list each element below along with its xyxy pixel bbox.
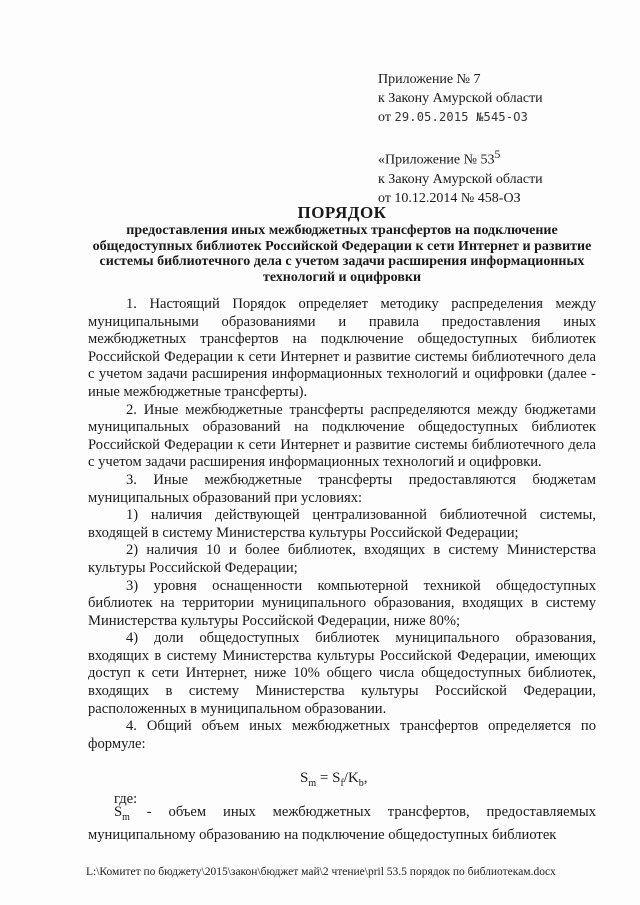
document-body xyxy=(88,296,596,753)
formula-rhs-sub: b xyxy=(358,778,364,789)
formula xyxy=(300,770,368,789)
prior-annex-title-main: «Приложение № 53 xyxy=(378,152,495,168)
paragraph-4: 4. Общий объем иных межбюджетных трансфертов определяется по формуле: xyxy=(88,718,596,752)
formula-eq: = S xyxy=(316,770,341,786)
footer-file-path: L:\Комитет по бюджету\2015\закон\бюджет май\2 чтение\pril 53.5 порядок по библиотекам.docx xyxy=(86,866,556,878)
annex-date-prefix: от xyxy=(378,110,391,125)
formula-divisor: /K xyxy=(343,770,359,786)
definition-symbol-sub: m xyxy=(122,811,130,823)
annex-law-ref: к Закону Амурской области xyxy=(378,91,543,106)
annex-date-number: 29.05.2015 №545-ОЗ xyxy=(394,110,529,124)
variable-definition xyxy=(88,804,596,844)
condition-3: 3) уровня оснащенности компьютерной техникой общедоступных библиотек на территории муниципального образования, входящих в систему Министерства культуры Российской Федерации, ниже 80%; xyxy=(88,577,596,629)
paragraph-1: 1. Настоящий Порядок определяет методику распределения между муниципальными образованиями и правила предоставления иных межбюджетных трансфертов на подключение общедоступных библиотек Российской Федерации к сети Интернет и развитие системы библиотечного дела с учетом задачи расширения информационных технологий и оцифровки (далее - иные межбюджетные трансферты). xyxy=(88,296,596,400)
prior-annex-law-ref: к Закону Амурской области xyxy=(378,171,543,187)
paragraph-2: 2. Иные межбюджетные трансферты распределяются между бюджетами муниципальных образований на подключение общедоступных библиотек Российской Федерации к сети Интернет и развитие системы библиотечного дела с учетом задачи расширения информационных технологий и оцифровки. xyxy=(88,401,596,471)
document-title-block xyxy=(88,203,596,285)
document-subtitle: предоставления иных межбюджетных трансфертов на подключение общедоступных библиотек Российской Федерации к сети Интернет и развитие системы библиотечного дела с учетом задачи расширения информационных технологий и оцифровки xyxy=(92,223,592,285)
prior-annex-date: от 10.12.2014 № 458-ОЗ xyxy=(378,190,521,206)
where-label: где: xyxy=(114,791,138,807)
prior-annex-title-sup: 5 xyxy=(494,148,501,161)
condition-1: 1) наличия действующей централизованной библиотечной системы, входящей в систему Министерства культуры Российской Федерации; xyxy=(88,507,596,541)
definition-symbol: S xyxy=(114,804,123,820)
formula-lhs: S xyxy=(300,770,309,786)
document-title: ПОРЯДОК xyxy=(297,203,387,222)
annex-date-line xyxy=(378,108,543,127)
condition-4: 4) доли общедоступных библиотек муниципального образования, входящих в систему Министерства культуры Российской Федерации, имеющих доступ к сети Интернет, ниже 10% общего числа общедоступных библиотек, входящих в систему Министерства культуры Российской Федерации, расположенных в муниципальном образовании. xyxy=(88,630,596,717)
condition-2: 2) наличия 10 и более библиотек, входящих в систему Министерства культуры Российской Федерации; xyxy=(88,542,596,576)
annex-title: Приложение № 7 xyxy=(378,72,481,87)
annex-header-current xyxy=(378,70,543,127)
paragraph-3: 3. Иные межбюджетные трансферты предоставляются бюджетам муниципальных образований при условиях: xyxy=(88,471,596,506)
definition-text: - объем иных межбюджетных трансфертов, предоставляемых муниципальному образованию на подключение общедоступных библиотек xyxy=(88,804,596,843)
annex-header-prior xyxy=(378,145,543,208)
formula-end: , xyxy=(363,770,368,786)
formula-mid-sub: f xyxy=(340,778,344,789)
prior-annex-title xyxy=(378,145,543,170)
formula-lhs-sub: m xyxy=(308,778,317,789)
